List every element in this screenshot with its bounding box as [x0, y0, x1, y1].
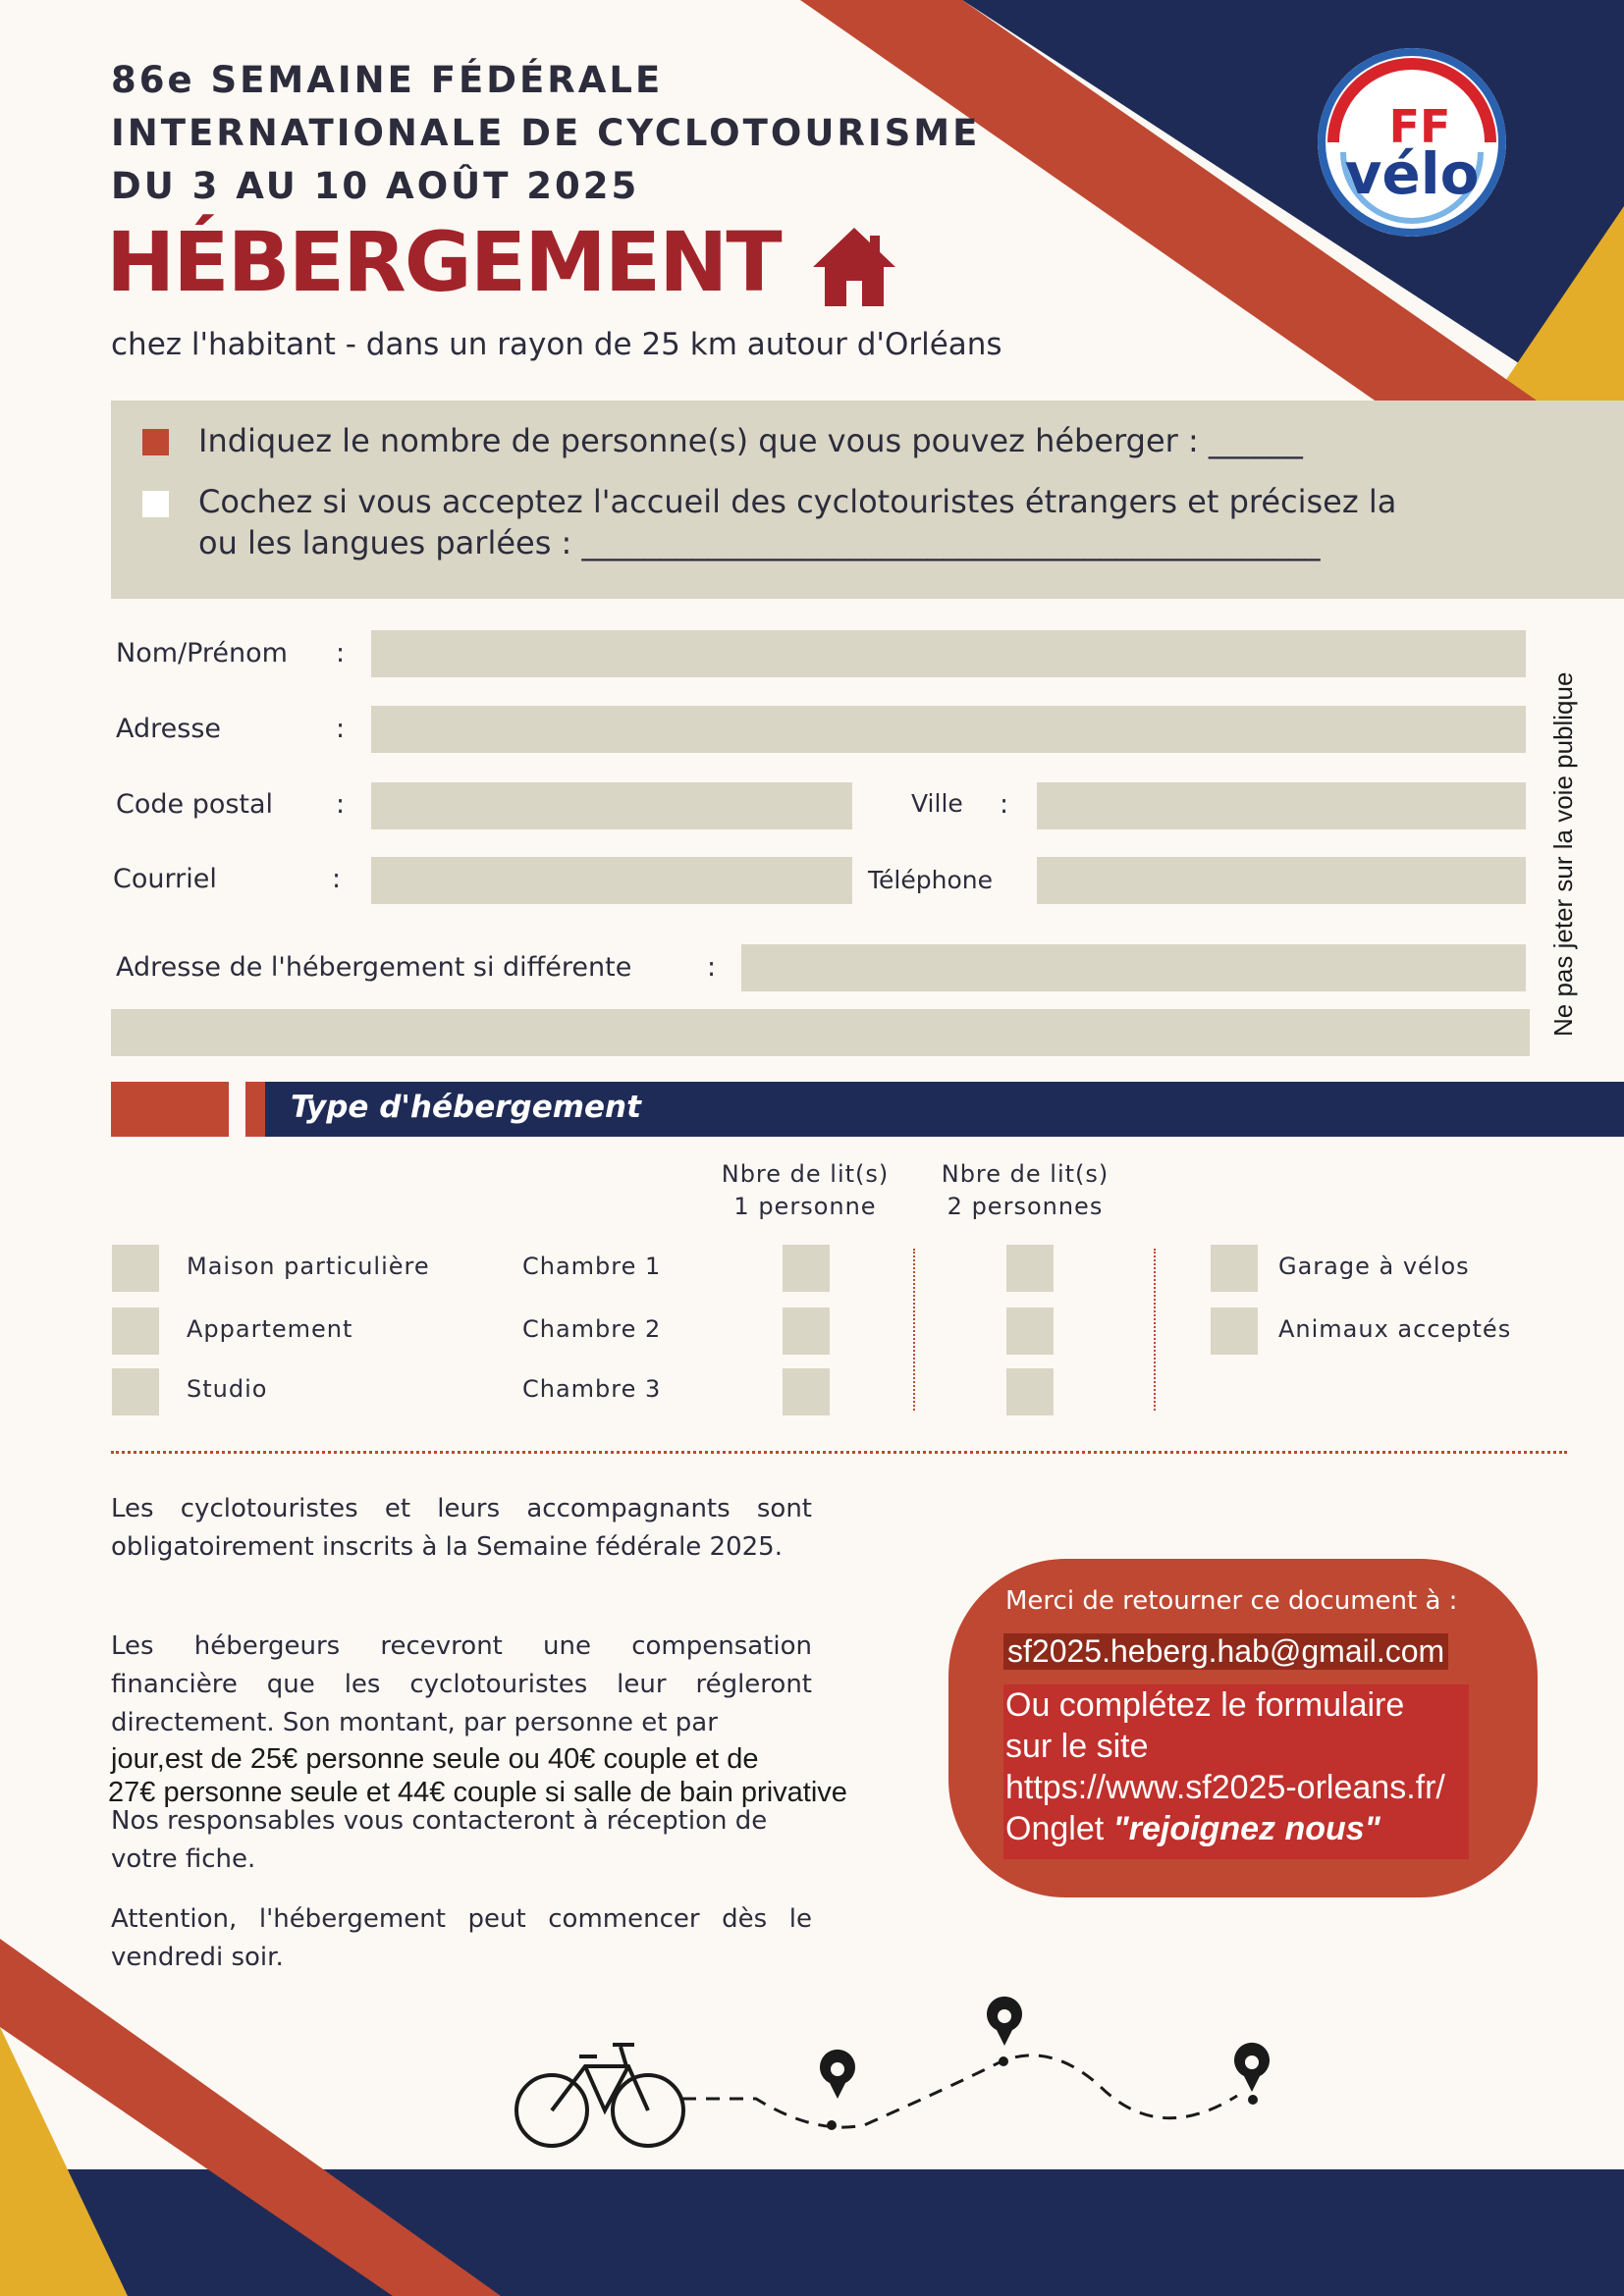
beds-single-header-line1: Nbre de lit(s): [721, 1160, 890, 1188]
foreign-guests-checkbox[interactable]: [142, 491, 169, 517]
alt-address-field-line2[interactable]: [111, 1009, 1530, 1056]
kind-label: Studio: [187, 1375, 268, 1403]
studio-checkbox[interactable]: [112, 1368, 159, 1415]
dotted-divider: [1154, 1249, 1156, 1411]
beds-single-header: [687, 1158, 923, 1223]
banner-accent: [111, 1082, 229, 1137]
beds-double-header-line2: 2 personnes: [947, 1193, 1104, 1220]
event-title: [111, 54, 980, 213]
kind-label: Maison particulière: [187, 1253, 430, 1280]
colon: :: [336, 714, 346, 744]
question-foreign-line1: Cochez si vous acceptez l'accueil des cyclotouristes étrangers et précisez la: [198, 483, 1397, 520]
info-paragraph-1: Les cyclotouristes et leurs accompagnants sont obligatoirement inscrits à la Semaine fédérale 2025.: [111, 1494, 812, 1562]
name-label: Nom/Prénom: [116, 638, 288, 668]
contact-line4-emphasis: "rejoignez nous": [1112, 1810, 1380, 1847]
colon: :: [336, 638, 346, 668]
postal-code-label: Code postal: [116, 789, 274, 820]
phone-label: Téléphone: [868, 866, 993, 894]
animals-checkbox[interactable]: [1211, 1308, 1258, 1355]
city-field[interactable]: [1037, 782, 1526, 829]
contact-line2: sur le site: [1005, 1728, 1149, 1765]
extra-label: Garage à vélos: [1278, 1253, 1470, 1280]
garage-checkbox[interactable]: [1211, 1245, 1258, 1292]
contact-line4: [1005, 1808, 1445, 1849]
colon: :: [332, 864, 342, 894]
name-field[interactable]: [371, 630, 1526, 677]
room1-double-input[interactable]: [1006, 1245, 1054, 1292]
map-pin-icon: [1234, 2043, 1270, 2105]
info-paragraph-2-end: Nos responsables vous contacteront à réception de votre fiche.: [111, 1806, 768, 1874]
room2-single-input[interactable]: [783, 1308, 830, 1355]
kind-label: Appartement: [187, 1315, 353, 1343]
info-paragraph-2: Les hébergeurs recevront une compensation financière que les cyclotouristes leur régleront directement. Son montant, par personne et par: [111, 1631, 812, 1737]
event-title-line2: INTERNATIONALE DE CYCLOTOURISME: [111, 112, 981, 154]
dotted-divider: [913, 1249, 915, 1411]
contact-line4-prefix: Onglet: [1005, 1810, 1113, 1847]
question-foreign: [198, 481, 1396, 563]
bicycle-icon: [516, 2045, 683, 2146]
maison-checkbox[interactable]: [112, 1245, 159, 1292]
room-label: Chambre 3: [522, 1375, 662, 1403]
beds-double-header-line1: Nbre de lit(s): [941, 1160, 1110, 1188]
email-field[interactable]: [371, 857, 852, 904]
appartement-checkbox[interactable]: [112, 1308, 159, 1355]
contact-url-link[interactable]: https://www.sf2025-orleans.fr/: [1005, 1769, 1445, 1806]
contact-instructions: [1005, 1684, 1445, 1849]
page-title: HÉBERGEMENT: [106, 214, 781, 310]
contact-intro: Merci de retourner ce document à :: [1005, 1586, 1458, 1616]
ffvelo-logo: [1314, 44, 1510, 240]
beds-double-header: [907, 1158, 1143, 1223]
type-heading: Type d'hébergement: [291, 1090, 641, 1125]
postal-code-field[interactable]: [371, 782, 852, 829]
colon: :: [707, 952, 717, 983]
city-label: Ville: [911, 789, 963, 818]
address-field[interactable]: [371, 706, 1526, 753]
dotted-rule: [111, 1451, 1567, 1454]
phone-field[interactable]: [1037, 857, 1526, 904]
bullet-square: [142, 429, 169, 455]
event-title-line3: DU 3 AU 10 AOÛT 2025: [111, 165, 640, 207]
colon: :: [1000, 789, 1009, 820]
room-label: Chambre 2: [522, 1315, 662, 1343]
logo-ff-text: FF: [1388, 100, 1451, 153]
colon: :: [336, 789, 346, 820]
banner-stripe: [245, 1082, 265, 1137]
page-subtitle: chez l'habitant - dans un rayon de 25 km autour d'Orléans: [111, 327, 1002, 362]
info-price-line2: 27€ personne seule et 44€ couple si salle de bain privative: [108, 1777, 847, 1808]
room3-double-input[interactable]: [1006, 1368, 1054, 1415]
question-foreign-line2: ou les langues parlées : _______________________________________________: [198, 524, 1321, 561]
info-price-line1: jour,est de 25€ personne seule ou 40€ couple et de: [111, 1743, 759, 1775]
bike-route-illustration: [511, 1988, 1296, 2155]
room1-single-input[interactable]: [783, 1245, 830, 1292]
address-label: Adresse: [116, 714, 221, 744]
room3-single-input[interactable]: [783, 1368, 830, 1415]
info-paragraph-3: Attention, l'hébergement peut commencer dès le vendredi soir.: [111, 1904, 812, 1972]
extra-label: Animaux acceptés: [1278, 1315, 1512, 1343]
question-persons: Indiquez le nombre de personne(s) que vous pouvez héberger : ______: [198, 422, 1303, 459]
event-title-line1: 86e SEMAINE FÉDÉRALE: [111, 59, 664, 101]
room2-double-input[interactable]: [1006, 1308, 1054, 1355]
alt-address-field[interactable]: [741, 944, 1526, 991]
alt-address-label: Adresse de l'hébergement si différente: [116, 952, 632, 983]
map-pin-icon: [820, 2050, 855, 2130]
email-label: Courriel: [113, 864, 217, 894]
room-label: Chambre 1: [522, 1253, 662, 1280]
contact-email-link[interactable]: sf2025.heberg.hab@gmail.com: [1003, 1633, 1448, 1670]
contact-line1: Ou complétez le formulaire: [1005, 1686, 1405, 1724]
side-note: Ne pas jeter sur la voie publique: [1548, 671, 1578, 1037]
logo-velo-text: vélo: [1344, 140, 1480, 207]
beds-single-header-line2: 1 personne: [733, 1193, 877, 1220]
house-icon: [807, 224, 901, 310]
